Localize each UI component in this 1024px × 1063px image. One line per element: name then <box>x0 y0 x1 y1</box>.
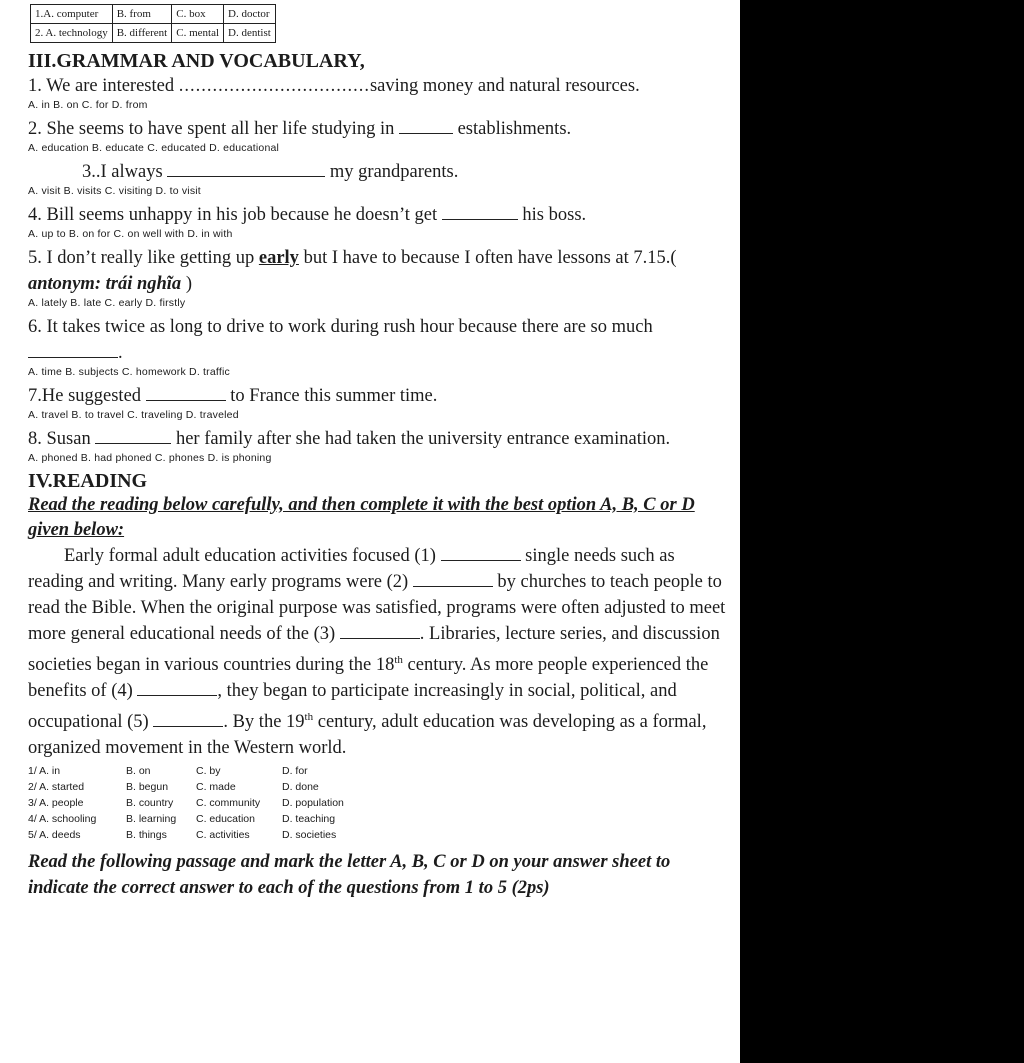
answer-blank <box>153 712 223 727</box>
answer-blank <box>399 119 453 134</box>
q5-text-end: ) <box>181 274 192 294</box>
passage-text: , they began to participate increasingly in social, political, and occupational (5) <box>28 681 677 733</box>
q2-text-end: establishments. <box>452 119 572 139</box>
table-row <box>31 5 276 24</box>
answer-blank <box>167 162 325 177</box>
q1-dots: .................................. <box>178 76 370 96</box>
section-3-heading: III.GRAMMAR AND VOCABULARY, <box>28 50 365 72</box>
question-5 <box>28 245 728 297</box>
option-row <box>28 827 728 843</box>
question-2 <box>28 116 728 142</box>
q5-note: antonym: trái nghĩa <box>28 274 182 294</box>
reading-options <box>28 763 728 843</box>
question-1 <box>28 73 728 99</box>
option-row <box>28 763 728 779</box>
question-7 <box>28 383 728 409</box>
q4-text: 4. Bill seems unhappy in his job because he doesn’t get <box>28 205 442 225</box>
passage-text: . By the 19 <box>223 712 305 733</box>
q7-options: A. travel B. to travel C. traveling D. traveled <box>28 409 239 421</box>
option: C. education <box>196 813 255 826</box>
question-3 <box>28 159 728 185</box>
q7-text-end: to France this summer time. <box>225 386 438 406</box>
passage-text: single needs such as reading and writing. Many early programs were (2) <box>28 546 675 592</box>
q1-options: A. in B. on C. for D. from <box>28 99 148 111</box>
table-cell: B. different <box>112 24 172 43</box>
q3-options: A. visit B. visits C. visiting D. to visit <box>28 185 201 197</box>
table-cell: 2. A. technology <box>31 24 113 43</box>
question-8 <box>28 426 728 452</box>
answer-blank <box>137 681 217 696</box>
q4-text-end: his boss. <box>517 205 587 225</box>
answer-blank <box>442 205 518 220</box>
q7-text: 7.He suggested <box>28 386 146 406</box>
q3-text-end: my grandparents. <box>325 162 459 182</box>
answer-blank <box>413 572 493 587</box>
q6-text-end: . <box>118 343 123 363</box>
answer-blank <box>441 546 521 561</box>
q6-text: 6. It takes twice as long to drive to work during rush hour because there are so much <box>28 317 653 337</box>
answer-table <box>30 4 276 43</box>
option: B. learning <box>126 813 177 826</box>
table-cell: D. doctor <box>224 5 276 24</box>
table-cell: 1.A. computer <box>31 5 113 24</box>
superscript: th <box>394 654 403 666</box>
q1-text: 1. We are interested <box>28 76 179 96</box>
passage-text: century. As more people experienced the benefits of (4) <box>28 655 709 702</box>
option: D. population <box>282 797 344 810</box>
answer-blank <box>95 429 171 444</box>
option: D. for <box>282 765 308 778</box>
q5-text: 5. I don’t really like getting up <box>28 248 259 268</box>
option: 5/ A. deeds <box>28 829 81 842</box>
table-cell: D. dentist <box>224 24 276 43</box>
option: C. made <box>196 781 236 794</box>
q8-text-end: her family after she had taken the university entrance examination. <box>171 429 671 449</box>
black-side-panel <box>740 0 1024 1063</box>
second-instruction: Read the following passage and mark the letter A, B, C or D on your answer sheet to indicate the correct answer to each of the questions from 1 to 5 (2ps) <box>28 852 671 899</box>
option: B. begun <box>126 781 169 794</box>
option: B. on <box>126 765 151 778</box>
option: D. done <box>282 781 319 794</box>
option: 4/ A. schooling <box>28 813 97 826</box>
option: 1/ A. in <box>28 765 61 778</box>
q1-text-end: saving money and natural resources. <box>369 76 640 96</box>
section-4-heading: IV.READING <box>28 470 148 492</box>
passage-text: Early formal adult education activities focused (1) <box>64 546 441 566</box>
q2-text: 2. She seems to have spent all her life studying in <box>28 119 399 139</box>
q4-options: A. up to B. on for C. on well with D. in with <box>28 228 233 240</box>
option: 3/ A. people <box>28 797 84 810</box>
option: D. teaching <box>282 813 336 826</box>
table-cell: B. from <box>112 5 172 24</box>
option: C. by <box>196 765 221 778</box>
question-4 <box>28 202 728 228</box>
option: B. things <box>126 829 167 842</box>
table-cell: C. mental <box>172 24 224 43</box>
passage-text: by churches to teach people to read the Bible. When the original purpose was satisfied, programs were often adjusted to meet more general educational needs of the (3) <box>28 572 726 644</box>
option: C. community <box>196 797 261 810</box>
question-6 <box>28 314 728 366</box>
option: C. activities <box>196 829 250 842</box>
answer-blank <box>340 624 420 639</box>
q8-options: A. phoned B. had phoned C. phones D. is phoning <box>28 452 272 464</box>
option: D. societies <box>282 829 337 842</box>
table-cell: C. box <box>172 5 224 24</box>
passage-text: . Libraries, lecture series, and discussion societies began in various countries during the 18 <box>28 624 720 676</box>
q2-options: A. education B. educate C. educated D. educational <box>28 142 280 154</box>
option-row <box>28 811 728 827</box>
option-row <box>28 779 728 795</box>
passage-text: century, adult education was developing as a formal, organized movement in the Western world. <box>28 712 707 759</box>
answer-blank <box>28 343 118 358</box>
option: 2/ A. started <box>28 781 85 794</box>
reading-instruction: Read the reading below carefully, and then complete it with the best option A, B, C or D given below: <box>28 495 695 540</box>
option-row <box>28 795 728 811</box>
reading-passage <box>28 543 728 761</box>
table-row <box>31 24 276 43</box>
q8-text: 8. Susan <box>28 429 96 449</box>
q5-options: A. lately B. late C. early D. firstly <box>28 297 186 309</box>
superscript: th <box>304 711 314 724</box>
worksheet-page <box>28 0 728 901</box>
q5-text-mid: but I have to because I often have lessons at 7.15.( <box>298 248 677 268</box>
q6-options: A. time B. subjects C. homework D. traffic <box>28 366 230 378</box>
answer-blank <box>146 386 226 401</box>
q5-keyword: early <box>258 248 299 268</box>
option: B. country <box>126 797 174 810</box>
q3-text: 3..I always <box>82 162 168 182</box>
